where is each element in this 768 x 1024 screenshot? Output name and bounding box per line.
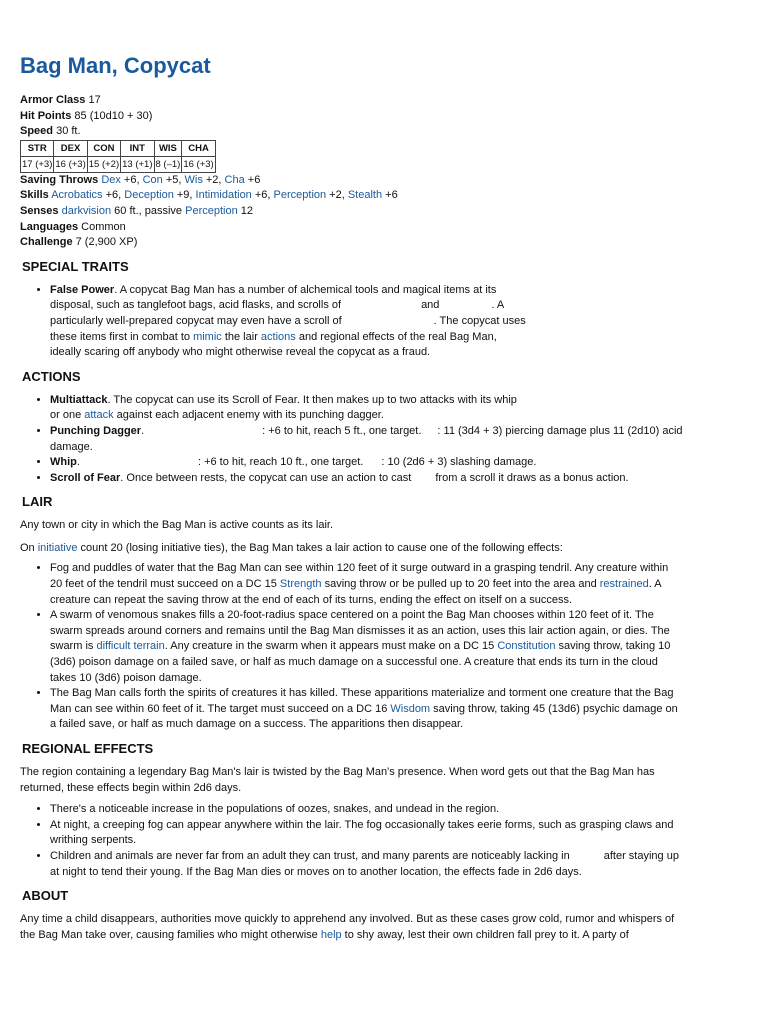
trait-name: False Power	[50, 283, 115, 296]
perception-link[interactable]: Perception	[273, 189, 327, 202]
lair-text: A swarm of venomous snakes fills a 20-foot-radius space centered on a point the Bag Man chooses within 120 feet of it. The	[50, 609, 654, 622]
lair-text: (3d6) poison damage on a failed save, or half as much damage on a successful one. A creature that ends its turn in the cloud	[50, 656, 658, 669]
armor-class	[20, 93, 748, 109]
action-name: Multiattack	[50, 393, 108, 406]
wisdom-link[interactable]: Wisdom	[390, 702, 431, 715]
cha-save-value: +6	[244, 173, 261, 186]
senses-mid: 60 ft., passive	[111, 204, 186, 217]
action-text: .	[141, 424, 145, 437]
ability-value: 15 (+2)	[87, 156, 120, 172]
lair-text: takes 10 (3d6) poison damage.	[50, 671, 202, 684]
skills-label: Skills	[20, 189, 49, 202]
trait-text: . The copycat uses	[433, 314, 526, 327]
regional-text: at night to tend their young. If the Bag Man dies or moves on to another location, the effects fade in 2d6 days.	[50, 865, 582, 878]
constitution-link[interactable]: Constitution	[497, 640, 556, 653]
lair-text: . A	[648, 578, 662, 591]
list-item	[50, 471, 748, 487]
regional-text: returned, these effects begin within 2d6 days.	[20, 781, 242, 794]
speed-value: 30 ft.	[53, 125, 81, 138]
special-traits-list	[20, 283, 748, 361]
strength-link[interactable]: Strength	[279, 578, 322, 591]
challenge-label: Challenge	[20, 236, 73, 249]
speed-label: Speed	[20, 125, 54, 138]
hit-points-label: Hit Points	[20, 109, 72, 122]
trait-text: ideally scaring off anybody who might otherwise reveal the copycat as a fraud.	[50, 346, 431, 359]
ability-header-row	[21, 140, 216, 156]
senses-label: Senses	[20, 204, 59, 217]
regional-text: Children and animals are never far from an adult they can trust, and many parents are noticeably lacking in	[50, 849, 570, 862]
challenge	[20, 235, 748, 251]
intimidation-link[interactable]: Intimidation	[195, 189, 252, 202]
actions-link[interactable]: actions	[260, 330, 296, 343]
acrobatics-link[interactable]: Acrobatics	[51, 189, 103, 202]
list-item	[50, 424, 748, 455]
action-text: .	[76, 456, 80, 469]
ability-header: DEX	[54, 140, 87, 156]
ability-header: WIS	[154, 140, 182, 156]
trait-text: and	[421, 299, 440, 312]
action-text: : +6 to hit, reach 5 ft., one target.	[262, 424, 422, 437]
lair-text: saving throw, taking 45 (13d6) psychic damage on	[430, 702, 678, 715]
ability-header: INT	[121, 140, 154, 156]
hit-points	[20, 109, 748, 125]
lair-text: The Bag Man calls forth the spirits of creatures it has killed. These apparitions materialize and torment one creature that the Bag	[50, 687, 674, 700]
ability-value: 17 (+3)	[21, 156, 54, 172]
about-text	[20, 912, 748, 943]
cha-link[interactable]: Cha	[224, 173, 245, 186]
saving-throws	[20, 173, 748, 189]
darkvision-link[interactable]: darkvision	[61, 204, 112, 217]
deception-link[interactable]: Deception	[124, 189, 174, 202]
senses	[20, 204, 748, 220]
lair-text: saving throw or be pulled up to 20 feet into the area and	[321, 578, 600, 591]
restrained-link[interactable]: restrained	[599, 578, 649, 591]
wis-link[interactable]: Wis	[184, 173, 203, 186]
regional-text: after staying up	[603, 849, 679, 862]
challenge-value: 7 (2,900 XP)	[72, 236, 138, 249]
trait-text: these items first in combat to	[50, 330, 194, 343]
action-text: against each adjacent enemy with its punching dagger.	[113, 409, 384, 422]
action-text: damage.	[50, 440, 93, 453]
ability-header: CHA	[182, 140, 215, 156]
stat-block	[20, 93, 748, 251]
hit-points-value: 85 (10d10 + 30)	[71, 109, 153, 122]
about-line: to shy away, lest their own children fall prey to it. A party of	[341, 928, 629, 941]
languages-value: Common	[78, 220, 126, 233]
page-title: Bag Man, Copycat	[20, 53, 211, 78]
regional-effects-heading: REGIONAL EFFECTS	[22, 741, 154, 756]
stealth-value: +6	[382, 189, 398, 202]
action-text: or one	[50, 409, 85, 422]
help-link[interactable]: help	[320, 928, 342, 941]
languages-label: Languages	[20, 220, 79, 233]
lair-text: creature can repeat the saving throw at the end of each of its turns, ending the effect on itself on a success.	[50, 593, 573, 606]
action-text: : 10 (2d6 + 3) slashing damage.	[381, 456, 537, 469]
senses-end: 12	[237, 204, 253, 217]
difficult-terrain-link[interactable]: difficult terrain	[96, 640, 165, 653]
lair-text: saving throw, taking 10	[555, 640, 671, 653]
acrobatics-value: +6,	[102, 189, 125, 202]
lair-text: a failed save, or half as much damage on a success. The apparitions then disappear.	[50, 718, 464, 731]
ability-table	[20, 140, 216, 173]
regional-intro	[20, 765, 748, 796]
action-name: Punching Dagger	[50, 424, 142, 437]
list-item	[50, 849, 748, 880]
deception-value: +9,	[173, 189, 196, 202]
passive-perception-link[interactable]: Perception	[185, 204, 238, 217]
stealth-link[interactable]: Stealth	[347, 189, 383, 202]
action-text: : +6 to hit, reach 10 ft., one target.	[197, 456, 364, 469]
list-item	[50, 393, 748, 424]
attack-link[interactable]: attack	[84, 409, 114, 422]
initiative-link[interactable]: initiative	[37, 541, 78, 554]
action-name: Whip	[50, 456, 77, 469]
lair-action-intro	[20, 541, 748, 557]
lair-heading: LAIR	[22, 494, 53, 510]
lair-text: count 20 (losing initiative ties), the Bag Man takes a lair action to cause one of the following effects:	[77, 541, 563, 554]
speed	[20, 124, 748, 140]
intimidation-value: +6,	[251, 189, 274, 202]
list-item	[50, 608, 748, 686]
lair-actions-list	[20, 561, 748, 733]
armor-class-value: 17	[85, 94, 101, 106]
list-item	[50, 818, 748, 849]
regional-effects-list	[20, 802, 748, 880]
list-item	[50, 283, 748, 361]
armor-class-label: Armor Class	[20, 94, 86, 106]
action-text: from a scroll it draws as a bonus action.	[435, 471, 629, 484]
lair-text: On	[20, 541, 38, 554]
actions-heading: ACTIONS	[22, 368, 81, 384]
action-text: . Once between rests, the copycat can use an action to cast	[120, 471, 412, 484]
ability-value: 16 (+3)	[182, 156, 215, 172]
actions-list	[20, 393, 748, 487]
perception-value: +2,	[326, 189, 348, 202]
ability-value: 8 (–1)	[154, 156, 182, 172]
ability-value: 16 (+3)	[54, 156, 87, 172]
wis-save-value: +2,	[202, 173, 225, 186]
ability-value-row	[21, 156, 216, 172]
saving-throws-label: Saving Throws	[20, 173, 99, 186]
list-item: • There's a noticeable increase in the populations of oozes, snakes, and undead in the region.	[50, 802, 748, 818]
trait-text: the lair	[221, 330, 261, 343]
regional-text: At night, a creeping fog can appear anywhere within the lair. The fog occasionally takes eerie forms, such as grasping claws and	[50, 818, 674, 831]
list-item	[50, 455, 748, 471]
regional-text: writhing serpents.	[50, 834, 137, 847]
lair-text: . Any creature in the swarm when it appears must make on a DC 15	[164, 640, 498, 653]
action-text: : 11 (3d4 + 3) piercing damage plus 11 (2d10) acid	[437, 424, 683, 437]
trait-text: and regional effects of the real Bag Man,	[295, 330, 497, 343]
skills	[20, 188, 748, 204]
about-line: the Bag Man take over, causing families who might otherwise	[20, 928, 321, 941]
lair-text: swarm is	[50, 640, 97, 653]
trait-text: . A copycat Bag Man has a number of alchemical tools and magical items at its	[114, 283, 497, 296]
ability-header: STR	[21, 140, 54, 156]
trait-text: disposal, such as tanglefoot bags, acid flasks, and scrolls of	[50, 299, 342, 312]
trait-text: . A	[491, 299, 505, 312]
mimic-link[interactable]: mimic	[193, 330, 222, 343]
action-name: Scroll of Fear	[50, 471, 121, 484]
trait-text: particularly well-prepared copycat may even have a scroll of	[50, 314, 342, 327]
about-line: Any time a child disappears, authorities move quickly to apprehend any involved. But as these cases grow cold, rumor and whispers of	[20, 913, 675, 926]
languages	[20, 220, 748, 236]
dex-save-value: +6,	[120, 173, 143, 186]
lair-text: swarm spreads around corners and remains until the Bag Man dismisses it as an action, uses this lair action again, or dies. The	[50, 624, 670, 637]
con-link[interactable]: Con	[142, 173, 163, 186]
list-item	[50, 686, 748, 733]
dex-link[interactable]: Dex	[101, 173, 121, 186]
lair-text: 20 feet of the tendril must succeed on a DC 15	[50, 578, 280, 591]
special-traits-heading: SPECIAL TRAITS	[22, 258, 129, 274]
ability-value: 13 (+1)	[121, 156, 154, 172]
list-item	[50, 561, 748, 608]
action-text: . The copycat can use its Scroll of Fear. It then makes up to two attacks with its whip	[107, 393, 517, 406]
lair-text: Fog and puddles of water that the Bag Man can see within 120 feet of it surge outward in a grasping tendril. Any creature within	[50, 562, 669, 575]
ability-header: CON	[87, 140, 120, 156]
con-save-value: +5,	[162, 173, 185, 186]
lair-intro: Any town or city in which the Bag Man is active counts as its lair.	[20, 519, 334, 532]
about-heading: ABOUT	[22, 888, 69, 904]
lair-text: Man can see within 60 feet of it. The target must succeed on a DC 16	[50, 702, 391, 715]
regional-text: The region containing a legendary Bag Man's lair is twisted by the Bag Man's presence. When word gets out that the Bag Man has	[20, 766, 655, 778]
